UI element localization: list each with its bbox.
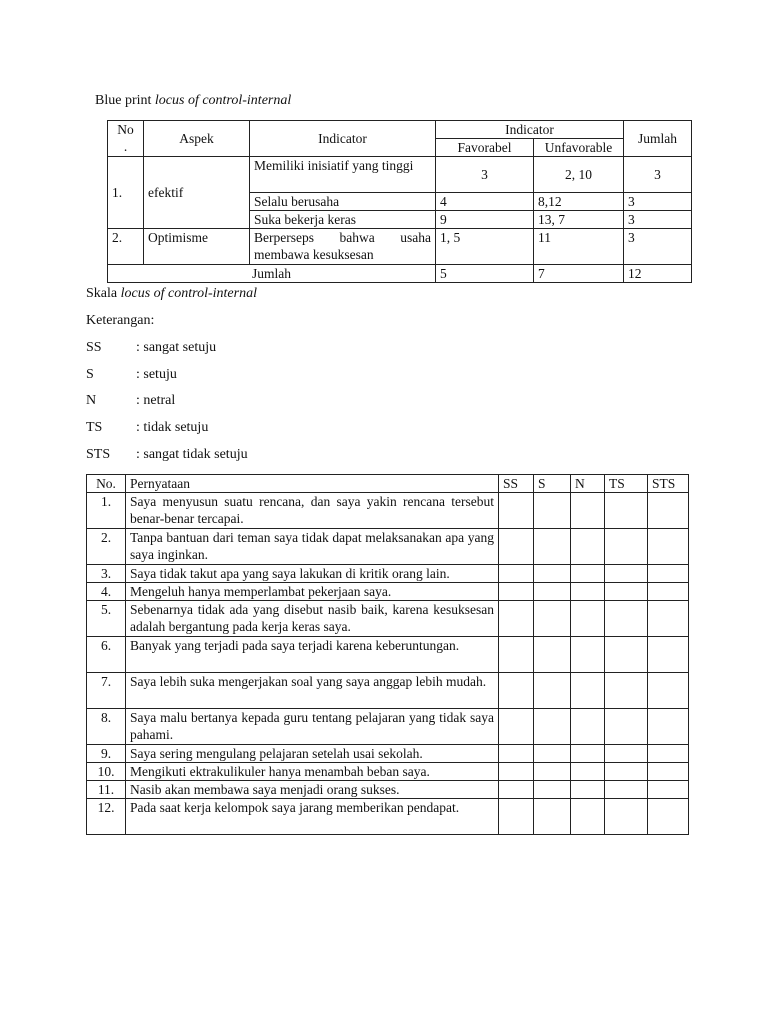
cell-aspek: Optimisme <box>144 229 250 265</box>
response-cell-ts[interactable] <box>605 673 648 709</box>
item-number: 12. <box>87 799 126 835</box>
table-row <box>108 157 692 193</box>
legend-abbr: N <box>86 393 97 408</box>
response-cell-ss[interactable] <box>499 493 534 529</box>
response-cell-ts[interactable] <box>605 781 648 799</box>
response-cell-ts[interactable] <box>605 601 648 637</box>
response-cell-s[interactable] <box>534 637 571 673</box>
table-row <box>87 583 689 601</box>
response-cell-s[interactable] <box>534 565 571 583</box>
table-row <box>108 229 692 265</box>
response-cell-n[interactable] <box>571 673 605 709</box>
response-cell-sts[interactable] <box>648 529 689 565</box>
header-no: No . <box>108 121 144 157</box>
header-favorabel: Favorabel <box>436 139 534 157</box>
header-ts: TS <box>605 475 648 493</box>
legend-desc: : tidak setuju <box>136 420 209 435</box>
response-cell-s[interactable] <box>534 673 571 709</box>
response-cell-n[interactable] <box>571 529 605 565</box>
legend-desc: : sangat tidak setuju <box>136 447 248 462</box>
response-cell-sts[interactable] <box>648 673 689 709</box>
item-number: 11. <box>87 781 126 799</box>
response-cell-sts[interactable] <box>648 637 689 673</box>
blueprint-table <box>107 120 692 283</box>
item-statement: Saya lebih suka mengerjakan soal yang saya anggap lebih mudah. <box>126 673 499 709</box>
cell-favorabel: 4 <box>436 193 534 211</box>
legend-abbr: SS <box>86 340 102 355</box>
total-jumlah: 12 <box>624 265 692 283</box>
cell-no: 2. <box>108 229 144 265</box>
item-statement: Pada saat kerja kelompok saya jarang memberikan pendapat. <box>126 799 499 835</box>
cell-indicator: Memiliki inisiatif yang tinggi <box>250 157 436 193</box>
response-cell-ts[interactable] <box>605 565 648 583</box>
response-cell-ts[interactable] <box>605 709 648 745</box>
response-cell-ts[interactable] <box>605 637 648 673</box>
response-cell-s[interactable] <box>534 709 571 745</box>
legend-abbr: TS <box>86 420 103 435</box>
cell-unfavorable: 8,12 <box>534 193 624 211</box>
response-cell-ss[interactable] <box>499 781 534 799</box>
header-row <box>87 475 689 493</box>
header-ss: SS <box>499 475 534 493</box>
cell-favorabel: 3 <box>436 157 534 193</box>
response-cell-s[interactable] <box>534 529 571 565</box>
response-cell-sts[interactable] <box>648 493 689 529</box>
response-cell-ts[interactable] <box>605 799 648 835</box>
response-cell-sts[interactable] <box>648 745 689 763</box>
item-number: 9. <box>87 745 126 763</box>
response-cell-s[interactable] <box>534 601 571 637</box>
response-cell-s[interactable] <box>534 493 571 529</box>
legend-desc: : sangat setuju <box>136 340 217 355</box>
cell-aspek: efektif <box>144 157 250 229</box>
cell-unfavorable: 13, 7 <box>534 211 624 229</box>
table-row <box>87 601 689 637</box>
response-cell-sts[interactable] <box>648 583 689 601</box>
total-label: Jumlah <box>108 265 436 283</box>
legend-abbr: S <box>86 367 94 382</box>
header-s: S <box>534 475 571 493</box>
table-row <box>87 709 689 745</box>
response-cell-s[interactable] <box>534 745 571 763</box>
response-cell-n[interactable] <box>571 709 605 745</box>
table-row <box>87 565 689 583</box>
header-pernyataan: Pernyataan <box>126 475 499 493</box>
item-statement: Saya sering mengulang pelajaran setelah usai sekolah. <box>126 745 499 763</box>
item-statement: Banyak yang terjadi pada saya terjadi karena keberuntungan. <box>126 637 499 673</box>
response-cell-ts[interactable] <box>605 529 648 565</box>
cell-unfavorable: 11 <box>534 229 624 265</box>
response-cell-ss[interactable] <box>499 673 534 709</box>
blueprint-title: Blue print locus of control-internal <box>95 93 292 108</box>
table-row <box>87 781 689 799</box>
response-cell-ss[interactable] <box>499 565 534 583</box>
response-cell-sts[interactable] <box>648 709 689 745</box>
cell-jumlah: 3 <box>624 193 692 211</box>
item-statement: Mengikuti ektrakulikuler hanya menambah beban saya. <box>126 763 499 781</box>
item-statement: Mengeluh hanya memperlambat pekerjaan saya. <box>126 583 499 601</box>
item-statement: Saya malu bertanya kepada guru tentang pelajaran yang tidak saya pahami. <box>126 709 499 745</box>
response-cell-n[interactable] <box>571 637 605 673</box>
table-row <box>87 799 689 835</box>
response-cell-ss[interactable] <box>499 637 534 673</box>
response-cell-n[interactable] <box>571 745 605 763</box>
response-cell-n[interactable] <box>571 763 605 781</box>
legend-desc: : netral <box>136 393 176 408</box>
item-statement: Nasib akan membawa saya menjadi orang sukses. <box>126 781 499 799</box>
cell-indicator: Suka bekerja keras <box>250 211 436 229</box>
header-no: No. <box>87 475 126 493</box>
header-aspek: Aspek <box>144 121 250 157</box>
item-number: 7. <box>87 673 126 709</box>
cell-unfavorable: 2, 10 <box>534 157 624 193</box>
response-cell-ts[interactable] <box>605 583 648 601</box>
response-cell-n[interactable] <box>571 583 605 601</box>
skala-title: Skala locus of control-internal <box>86 286 257 301</box>
total-row <box>108 265 692 283</box>
item-number: 5. <box>87 601 126 637</box>
item-number: 2. <box>87 529 126 565</box>
response-cell-ss[interactable] <box>499 601 534 637</box>
item-statement: Saya tidak takut apa yang saya lakukan di kritik orang lain. <box>126 565 499 583</box>
table-row <box>87 493 689 529</box>
table-row <box>87 637 689 673</box>
table-row <box>87 763 689 781</box>
item-statement: Tanpa bantuan dari teman saya tidak dapat melaksanakan apa yang saya inginkan. <box>126 529 499 565</box>
response-cell-ts[interactable] <box>605 745 648 763</box>
response-cell-sts[interactable] <box>648 601 689 637</box>
item-number: 1. <box>87 493 126 529</box>
keterangan-label: Keterangan: <box>86 313 155 328</box>
cell-jumlah: 3 <box>624 229 692 265</box>
response-cell-s[interactable] <box>534 763 571 781</box>
response-cell-ss[interactable] <box>499 709 534 745</box>
cell-favorabel: 1, 5 <box>436 229 534 265</box>
response-cell-s[interactable] <box>534 583 571 601</box>
cell-indicator: Berperseps bahwa usaha membawa kesuksesan <box>250 229 436 265</box>
cell-jumlah: 3 <box>624 211 692 229</box>
table-row <box>87 673 689 709</box>
item-statement: Sebenarnya tidak ada yang disebut nasib baik, karena kesuksesan adalah bergantung pada kerja keras saya. <box>126 601 499 637</box>
total-unfavorable: 7 <box>534 265 624 283</box>
item-statement: Saya menyusun suatu rencana, dan saya yakin rencana tersebut benar-benar tercapai. <box>126 493 499 529</box>
total-favorabel: 5 <box>436 265 534 283</box>
response-cell-ss[interactable] <box>499 763 534 781</box>
response-cell-ss[interactable] <box>499 745 534 763</box>
response-cell-ss[interactable] <box>499 799 534 835</box>
table-row <box>87 745 689 763</box>
response-cell-s[interactable] <box>534 799 571 835</box>
cell-favorabel: 9 <box>436 211 534 229</box>
response-cell-s[interactable] <box>534 781 571 799</box>
response-cell-sts[interactable] <box>648 763 689 781</box>
response-cell-n[interactable] <box>571 601 605 637</box>
response-cell-n[interactable] <box>571 493 605 529</box>
legend-abbr: STS <box>86 447 111 462</box>
response-cell-n[interactable] <box>571 799 605 835</box>
response-cell-sts[interactable] <box>648 565 689 583</box>
response-cell-n[interactable] <box>571 781 605 799</box>
header-indicator: Indicator <box>250 121 436 157</box>
table-row <box>87 529 689 565</box>
cell-no: 1. <box>108 157 144 229</box>
legend-desc: : setuju <box>136 367 177 382</box>
item-number: 3. <box>87 565 126 583</box>
header-n: N <box>571 475 605 493</box>
response-cell-ss[interactable] <box>499 583 534 601</box>
header-indicator-group: Indicator <box>436 121 624 139</box>
response-cell-ts[interactable] <box>605 493 648 529</box>
response-cell-sts[interactable] <box>648 781 689 799</box>
cell-jumlah: 3 <box>624 157 692 193</box>
header-sts: STS <box>648 475 689 493</box>
item-number: 4. <box>87 583 126 601</box>
response-cell-ss[interactable] <box>499 529 534 565</box>
response-cell-sts[interactable] <box>648 799 689 835</box>
item-number: 6. <box>87 637 126 673</box>
header-jumlah: Jumlah <box>624 121 692 157</box>
response-cell-n[interactable] <box>571 565 605 583</box>
item-number: 10. <box>87 763 126 781</box>
cell-indicator: Selalu berusaha <box>250 193 436 211</box>
response-cell-ts[interactable] <box>605 763 648 781</box>
header-unfavorable: Unfavorable <box>534 139 624 157</box>
item-number: 8. <box>87 709 126 745</box>
skala-table <box>86 474 689 835</box>
